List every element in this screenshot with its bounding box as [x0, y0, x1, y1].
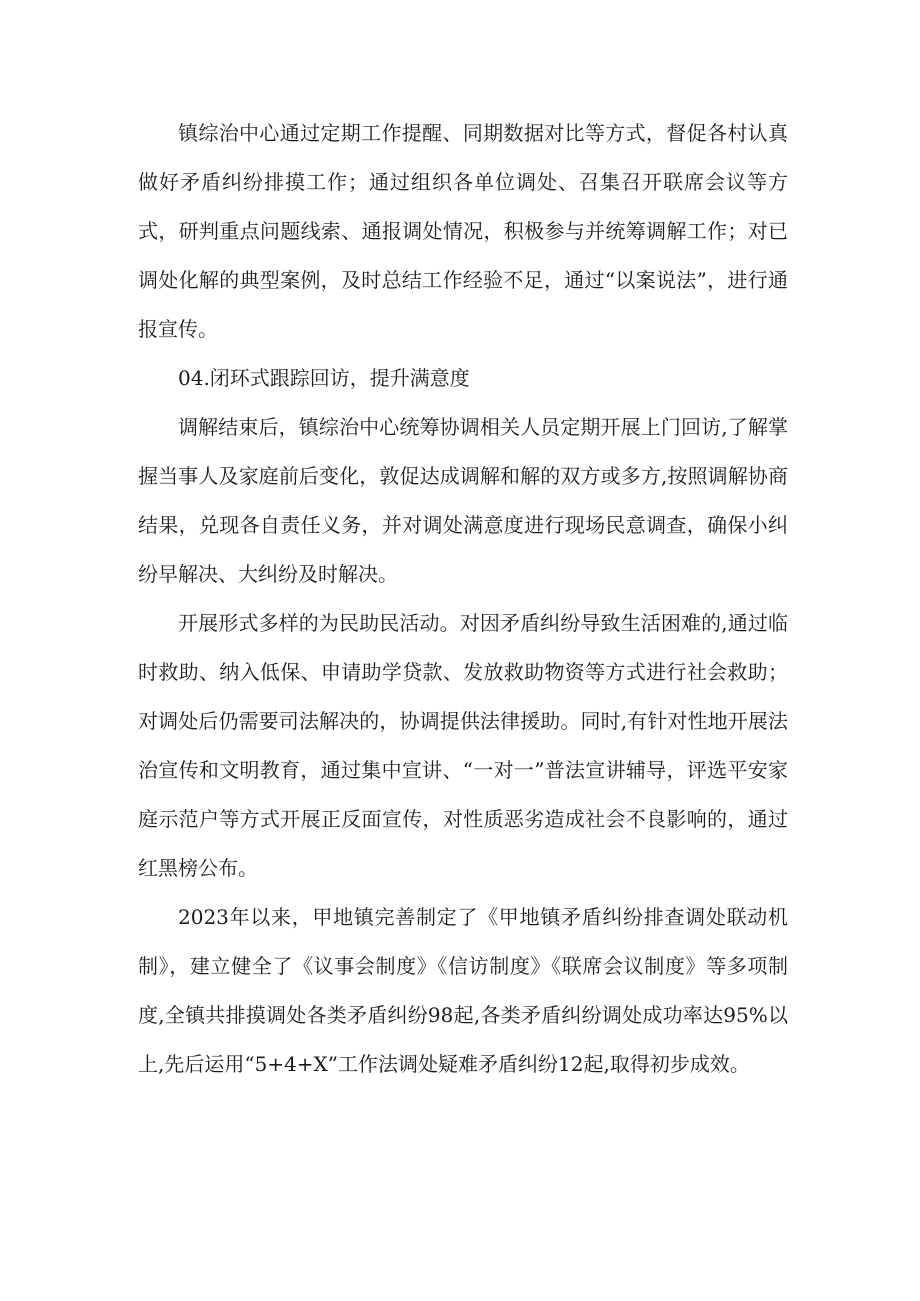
paragraph-coordination: 镇综治中心通过定期工作提醒、同期数据对比等方式，督促各村认真做好矛盾纠纷排摸工作；通过组织各单位调处、召集召开联席会议等方式，研判重点问题线索、通报调处情况，积极参与并统筹调解工作；对已调处化解的典型案例，及时总结工作经验不足，通过“以案说法”，进行通报宣传。	[138, 121, 788, 341]
paragraph-follow-up-visits: 调解结束后，镇综治中心统筹协调相关人员定期开展上门回访,了解掌握当事人及家庭前后变化，敦促达成调解和解的双方或多方,按照调解协商结果，兑现各自责任义务，并对调处满意度进行现场民意调查，确保小纠纷早解决、大纠纷及时解决。	[138, 415, 788, 586]
paragraph-assistance-activities: 开展形式多样的为民助民活动。对因矛盾纠纷导致生活困难的,通过临时救助、纳入低保、申请助学贷款、发放救助物资等方式进行社会救助；对调处后仍需要司法解决的，协调提供法律援助。同时,有针对性地开展法治宣传和文明教育，通过集中宣讲、“一对一”普法宣讲辅导，评选平安家庭示范户等方式开展正反面宣传，对性质恶劣造成社会不良影响的，通过红黑榜公布。	[138, 611, 788, 880]
section-heading-04: 04.闭环式跟踪回访，提升满意度	[178, 366, 470, 390]
paragraph-results-2023: 2023年以来，甲地镇完善制定了《甲地镇矛盾纠纷排查调处联动机制》，建立健全了《议事会制度》《信访制度》《联席会议制度》等多项制度,全镇共排摸调处各类矛盾纠纷98起,各类矛盾纠纷调处成功率达95%以上,先后运用“5+4+X”工作法调处疑难矛盾纠纷12起,取得初步成效。	[138, 905, 788, 1076]
